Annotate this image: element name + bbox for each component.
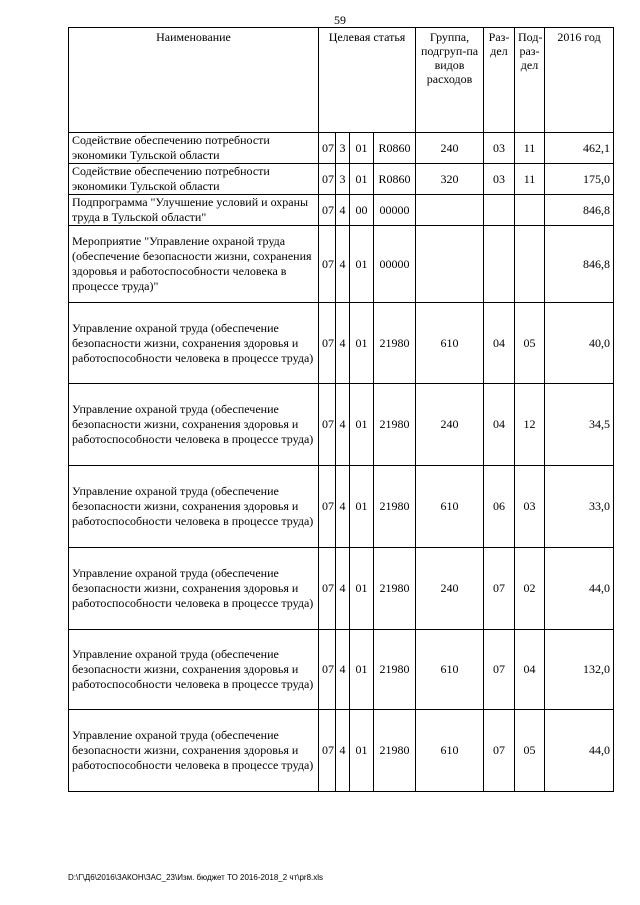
cell-activity: 01 — [350, 630, 374, 710]
cell-name: Мероприятие "Управление охраной труда (обеспечение безопасности жизни, сохранения здоровья и работоспособности человека в процессе труда)" — [69, 226, 319, 303]
cell-amount: 34,5 — [545, 384, 614, 466]
cell-direction: R0860 — [374, 133, 416, 164]
cell-activity: 01 — [350, 710, 374, 792]
cell-section — [484, 226, 515, 303]
cell-program: 07 — [319, 548, 336, 630]
cell-amount: 462,1 — [545, 133, 614, 164]
cell-group: 240 — [416, 384, 484, 466]
cell-subprogram: 4 — [336, 303, 350, 384]
file-path-footer: D:\Г\Д6\2016\ЗАКОН\ЗАС_23\Изм. бюджет ТО 2016-2018_2 чт\pr8.xls — [68, 873, 324, 882]
cell-subprogram: 4 — [336, 226, 350, 303]
cell-activity: 01 — [350, 466, 374, 548]
table-row — [69, 195, 614, 226]
cell-subsection — [515, 226, 545, 303]
cell-group: 610 — [416, 710, 484, 792]
table-row — [69, 303, 614, 384]
cell-subprogram: 4 — [336, 195, 350, 226]
table-body — [69, 133, 614, 792]
page-number: 59 — [334, 13, 346, 27]
cell-activity: 00 — [350, 195, 374, 226]
cell-subsection: 05 — [515, 710, 545, 792]
cell-group — [416, 226, 484, 303]
cell-subprogram: 3 — [336, 133, 350, 164]
cell-name: Содействие обеспечению потребности экономики Тульской области — [69, 133, 319, 164]
cell-direction: 21980 — [374, 548, 416, 630]
cell-subprogram: 4 — [336, 630, 350, 710]
table-row — [69, 164, 614, 195]
cell-direction: 21980 — [374, 466, 416, 548]
cell-program: 07 — [319, 226, 336, 303]
cell-activity: 01 — [350, 164, 374, 195]
cell-subprogram: 4 — [336, 384, 350, 466]
cell-subsection: 11 — [515, 133, 545, 164]
table-row — [69, 630, 614, 710]
cell-activity: 01 — [350, 303, 374, 384]
cell-subsection: 04 — [515, 630, 545, 710]
header-group: Группа, подгруп-па видов расходов — [416, 28, 484, 133]
cell-section: 04 — [484, 384, 515, 466]
cell-section: 07 — [484, 630, 515, 710]
header-year: 2016 год — [545, 28, 614, 133]
cell-group: 610 — [416, 303, 484, 384]
cell-name: Управление охраной труда (обеспечение безопасности жизни, сохранения здоровья и работоспособности человека в процессе труда) — [69, 384, 319, 466]
cell-name: Подпрограмма "Улучшение условий и охраны труда в Тульской области" — [69, 195, 319, 226]
cell-amount: 175,0 — [545, 164, 614, 195]
cell-subprogram: 4 — [336, 548, 350, 630]
cell-section: 06 — [484, 466, 515, 548]
cell-name: Содействие обеспечению потребности экономики Тульской области — [69, 164, 319, 195]
cell-subprogram: 3 — [336, 164, 350, 195]
cell-group: 240 — [416, 133, 484, 164]
cell-direction: 21980 — [374, 710, 416, 792]
cell-program: 07 — [319, 303, 336, 384]
cell-subprogram: 4 — [336, 466, 350, 548]
cell-section: 03 — [484, 133, 515, 164]
table-row — [69, 384, 614, 466]
header-section: Раз-дел — [484, 28, 515, 133]
cell-program: 07 — [319, 710, 336, 792]
cell-subsection: 12 — [515, 384, 545, 466]
cell-amount: 846,8 — [545, 226, 614, 303]
cell-program: 07 — [319, 195, 336, 226]
cell-direction: 21980 — [374, 630, 416, 710]
cell-direction: 21980 — [374, 303, 416, 384]
cell-direction: 21980 — [374, 384, 416, 466]
cell-amount: 846,8 — [545, 195, 614, 226]
cell-amount: 132,0 — [545, 630, 614, 710]
header-target-article: Целевая статья — [319, 28, 416, 133]
cell-group: 320 — [416, 164, 484, 195]
table-row — [69, 548, 614, 630]
cell-subsection: 03 — [515, 466, 545, 548]
table-row — [69, 133, 614, 164]
cell-program: 07 — [319, 630, 336, 710]
cell-activity: 01 — [350, 384, 374, 466]
cell-name: Управление охраной труда (обеспечение безопасности жизни, сохранения здоровья и работоспособности человека в процессе труда) — [69, 630, 319, 710]
cell-direction: 00000 — [374, 226, 416, 303]
cell-subprogram: 4 — [336, 710, 350, 792]
cell-group: 610 — [416, 630, 484, 710]
cell-direction: 00000 — [374, 195, 416, 226]
cell-subsection: 05 — [515, 303, 545, 384]
cell-direction: R0860 — [374, 164, 416, 195]
cell-section: 07 — [484, 710, 515, 792]
cell-activity: 01 — [350, 226, 374, 303]
cell-section: 04 — [484, 303, 515, 384]
table-row — [69, 226, 614, 303]
header-subsection: Под-раз-дел — [515, 28, 545, 133]
cell-subsection: 11 — [515, 164, 545, 195]
cell-subsection: 02 — [515, 548, 545, 630]
cell-amount: 44,0 — [545, 710, 614, 792]
cell-section: 07 — [484, 548, 515, 630]
cell-activity: 01 — [350, 133, 374, 164]
cell-subsection — [515, 195, 545, 226]
cell-group: 610 — [416, 466, 484, 548]
cell-name: Управление охраной труда (обеспечение безопасности жизни, сохранения здоровья и работоспособности человека в процессе труда) — [69, 466, 319, 548]
cell-amount: 33,0 — [545, 466, 614, 548]
cell-group — [416, 195, 484, 226]
cell-amount: 44,0 — [545, 548, 614, 630]
cell-section — [484, 195, 515, 226]
cell-name: Управление охраной труда (обеспечение безопасности жизни, сохранения здоровья и работоспособности человека в процессе труда) — [69, 710, 319, 792]
table-header-row — [69, 28, 614, 133]
cell-activity: 01 — [350, 548, 374, 630]
cell-program: 07 — [319, 466, 336, 548]
cell-program: 07 — [319, 164, 336, 195]
cell-program: 07 — [319, 133, 336, 164]
cell-name: Управление охраной труда (обеспечение безопасности жизни, сохранения здоровья и работоспособности человека в процессе труда) — [69, 548, 319, 630]
budget-table — [68, 27, 614, 792]
cell-amount: 40,0 — [545, 303, 614, 384]
header-name: Наименование — [69, 28, 319, 133]
table-row — [69, 466, 614, 548]
table-row — [69, 710, 614, 792]
cell-section: 03 — [484, 164, 515, 195]
cell-program: 07 — [319, 384, 336, 466]
cell-group: 240 — [416, 548, 484, 630]
cell-name: Управление охраной труда (обеспечение безопасности жизни, сохранения здоровья и работоспособности человека в процессе труда) — [69, 303, 319, 384]
